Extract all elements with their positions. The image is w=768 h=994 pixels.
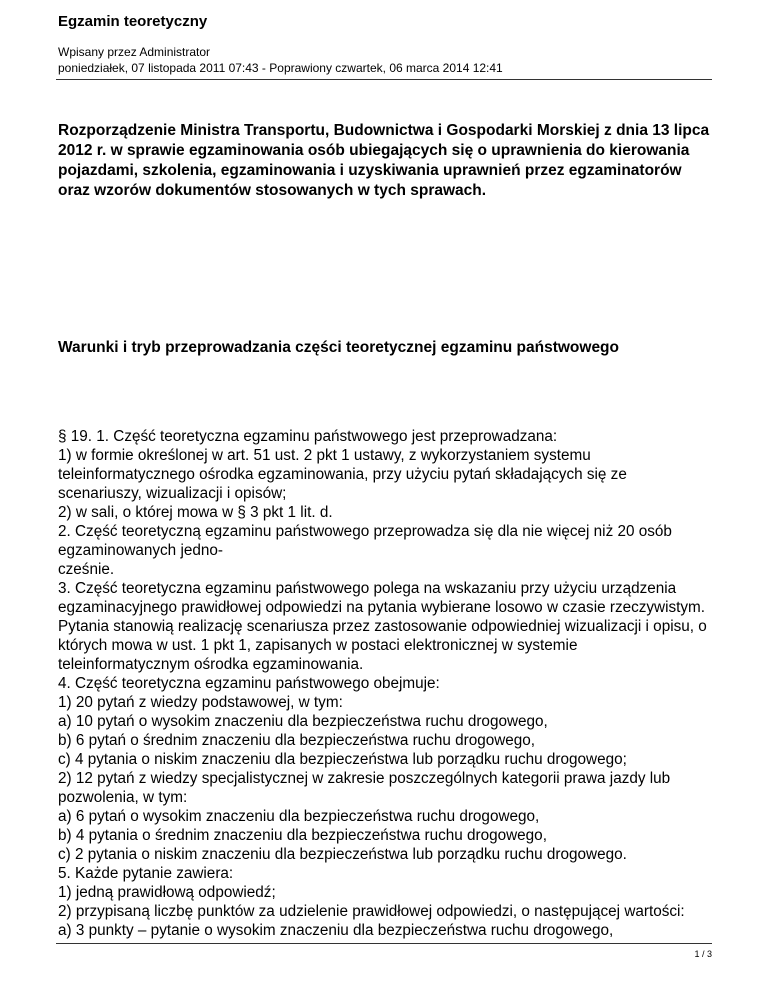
body-line: § 19. 1. Część teoretyczna egzaminu państwowego jest przeprowadzana: (58, 428, 558, 445)
body-line: egzaminowanych jedno- (58, 542, 223, 559)
body-line: 2. Część teoretyczną egzaminu państwowego przeprowadza się dla nie więcej niż 20 osób (58, 523, 672, 540)
article-title: Egzamin teoretyczny (58, 13, 208, 30)
body-line: Pytania stanowią realizację scenariusza przez zastosowanie odpowiedniej wizualizacji i opisu, o (58, 618, 707, 635)
body-line: b) 4 pytania o średnim znaczeniu dla bezpieczeństwa ruchu drogowego, (58, 827, 547, 844)
body-line: c) 4 pytania o niskim znaczeniu dla bezpieczeństwa lub porządku ruchu drogowego; (58, 751, 627, 768)
body-line: których mowa w ust. 1 pkt 1, zapisanych w postaci elektronicznej w systemie (58, 637, 578, 654)
body-line: a) 10 pytań o wysokim znaczeniu dla bezpieczeństwa ruchu drogowego, (58, 713, 548, 730)
body-line: cześnie. (58, 561, 115, 578)
header-divider (56, 79, 712, 80)
body-line: 2) w sali, o której mowa w § 3 pkt 1 lit. d. (58, 504, 333, 521)
body-line: 3. Część teoretyczna egzaminu państwowego polega na wskazaniu przy użyciu urządzenia (58, 580, 677, 597)
body-line: a) 6 pytań o wysokim znaczeniu dla bezpieczeństwa ruchu drogowego, (58, 808, 540, 825)
body-line: a) 3 punkty – pytanie o wysokim znaczeniu dla bezpieczeństwa ruchu drogowego, (58, 922, 614, 939)
body-line: egzaminacyjnego prawidłowej odpowiedzi na pytania wybierane losowo w czasie rzeczywistym. (58, 599, 706, 616)
body-line: b) 6 pytań o średnim znaczeniu dla bezpieczeństwa ruchu drogowego, (58, 732, 536, 749)
footer-divider (56, 943, 712, 944)
body-line: 4. Część teoretyczna egzaminu państwowego obejmuje: (58, 675, 440, 692)
body-line: 1) w formie określonej w art. 51 ust. 2 pkt 1 ustawy, z wykorzystaniem systemu (58, 447, 591, 464)
body-line: scenariuszy, wizualizacji i opisów; (58, 485, 287, 502)
regulation-heading-line: oraz wzorów dokumentów stosowanych w tych sprawach. (58, 182, 487, 199)
body-line: 1) jedną prawidłową odpowiedź; (58, 884, 276, 901)
body-line: pozwolenia, w tym: (58, 789, 188, 806)
body-line: 2) 12 pytań z wiedzy specjalistycznej w zakresie poszczególnych kategorii prawa jazdy lub (58, 770, 671, 787)
section-heading: Warunki i tryb przeprowadzania części teoretycznej egzaminu państwowego (58, 339, 619, 356)
author-line: Wpisany przez Administrator (58, 45, 211, 59)
regulation-heading-line: 2012 r. w sprawie egzaminowania osób ubiegających się o uprawnienia do kierowania (58, 142, 690, 159)
dates-line: poniedziałek, 07 listopada 2011 07:43 - Poprawiony czwartek, 06 marca 2014 12:41 (58, 61, 503, 75)
page-number: 1 / 3 (694, 949, 712, 959)
body-line: teleinformatycznego ośrodka egzaminowania, przy użyciu pytań składających się ze (58, 466, 627, 483)
body-line: 1) 20 pytań z wiedzy podstawowej, w tym: (58, 694, 343, 711)
article-meta (58, 44, 503, 76)
body-line: 2) przypisaną liczbę punktów za udzielenie prawidłowej odpowiedzi, o następującej wartości: (58, 903, 685, 920)
article-body (58, 427, 718, 940)
regulation-heading-line: pojazdami, szkolenia, egzaminowania i uzyskiwania uprawnień przez egzaminatorów (58, 162, 682, 179)
body-line: teleinformatycznym ośrodka egzaminowania. (58, 656, 364, 673)
regulation-heading-line: Rozporządzenie Ministra Transportu, Budownictwa i Gospodarki Morskiej z dnia 13 lipca (58, 122, 710, 139)
body-line: c) 2 pytania o niskim znaczeniu dla bezpieczeństwa lub porządku ruchu drogowego. (58, 846, 627, 863)
regulation-heading (58, 121, 710, 201)
body-line: 5. Każde pytanie zawiera: (58, 865, 234, 882)
